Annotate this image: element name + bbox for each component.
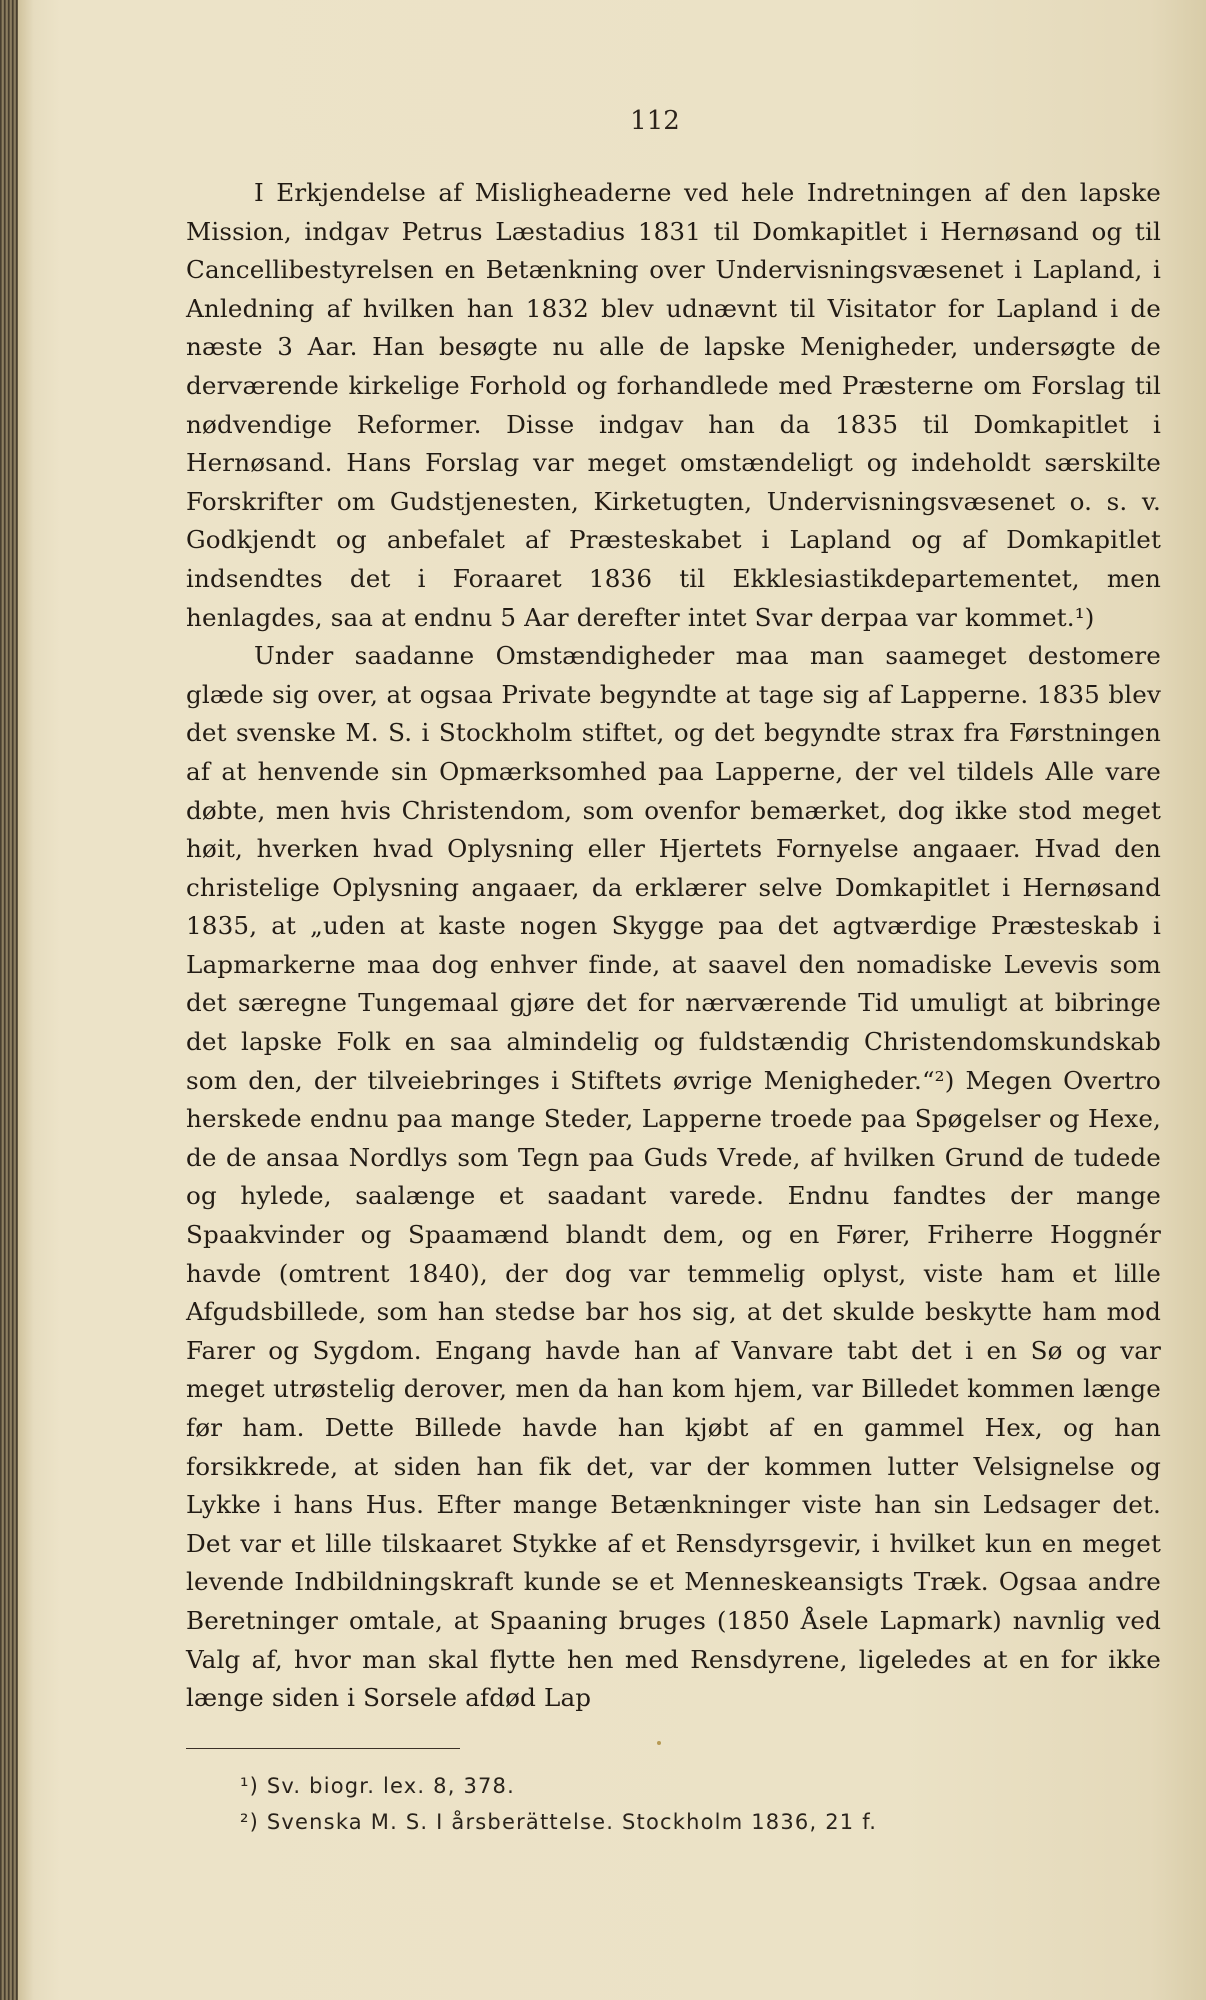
paragraph-1: I Erkjendelse af Misligheaderne ved hele Indretningen af den lapske Mission, indgav Petrus Læstadius 1831 til Domkapitlet i Hernøsand og til Cancellibestyrelsen en Betænkning over Undervisningsvæsenet i Lapland, i Anledning af hvilken han 1832 blev udnævnt til Visitator for Lapland i de næste 3 Aar. Han besøgte nu alle de lapske Menigheder, undersøgte de derværende kirkelige Forhold og forhandlede med Præsterne om Forslag til nødvendige Reformer. Disse indgav han da 1835 til Domkapitlet i Hernøsand. Hans Forslag var meget omstændeligt og indeholdt særskilte Forskrifter om Gudstjenesten, Kirketugten, Undervisningsvæsenet o. s. v. Godkjendt og anbefalet af Præsteskabet i Lapland og af Domkapitlet indsendtes det i Foraaret 1836 til Ekklesiastikdepartementet, men henlagdes, saa at endnu 5 Aar derefter intet Svar derpaa var kommet.¹) [186,178,1161,632]
footnotes [240,1768,1140,1840]
page-area [40,0,1190,2000]
book-spine-edge [0,0,18,2000]
paragraph-2: Under saadanne Omstændigheder maa man saameget destomere glæde sig over, at ogsaa Private begyndte at tage sig af Lapperne. 1835 blev det svenske M. S. i Stockholm stiftet, og det begyndte strax fra Førstningen af at henvende sin Opmærksomhed paa Lapperne, der vel tildels Alle vare døbte, men hvis Christendom, som ovenfor bemærket, dog ikke stod meget høit, hverken hvad Oplysning eller Hjertets Fornyelse angaaer. Hvad den christelige Oplysning angaaer, da erklærer selve Domkapitlet i Hernøsand 1835, at „uden at kaste nogen Skygge paa det agtværdige Præsteskab i Lapmarkerne maa dog enhver finde, at saavel den nomadiske Levevis som det særegne Tungemaal gjøre det for nærværende Tid umuligt at bibringe det lapske Folk en saa almindelig og fuldstændig Christendomskundskab som den, der tilveiebringes i Stiftets øvrige Menigheder.“²) Megen Overtro herskede endnu paa mange Steder, Lapperne troede paa Spøgelser og Hexe, de de ansaa Nordlys som Tegn paa Guds Vrede, af hvilken Grund de tudede og hylede, saalænge et saadant varede. Endnu fandtes der mange Spaakvinder og Spaamænd blandt dem, og en Fører, Friherre Hoggnér havde (omtrent 1840), der dog var temmelig oplyst, viste ham et lille Afgudsbillede, som han stedse bar hos sig, at det skulde beskytte ham mod Farer og Sygdom. Engang havde han af Vanvare tabt det i en Sø og var meget utrøstelig derover, men da han kom hjem, var Billedet kommen længe før ham. Dette Billede havde han kjøbt af en gammel Hex, og han forsikkrede, at siden han fik det, var der kommen lutter Velsignelse og Lykke i hans Hus. Efter mange Betænkninger viste han sin Ledsager det. Det var et lille tilskaaret Stykke af et Rensdyrsgevir, i hvilket kun en meget levende Indbildningskraft kunde se et Menneskeansigts Træk. Ogsaa andre Beretninger omtale, at Spaaning bruges (1850 Åsele Lapmark) navnlig ved Valg af, hvor man skal flytte hen med Rensdyrene, ligeledes at en for ikke længe siden i Sorsele afdød Lap [186,641,1161,1713]
body-text [186,174,1161,1718]
footnote-1: ¹) Sv. biogr. lex. 8, 378. [240,1774,515,1798]
ink-speck [657,1741,661,1745]
page-number: 112 [630,106,680,136]
footnote-divider [186,1748,460,1749]
footnote-2: ²) Svenska M. S. I årsberättelse. Stockholm 1836, 21 f. [240,1810,878,1834]
